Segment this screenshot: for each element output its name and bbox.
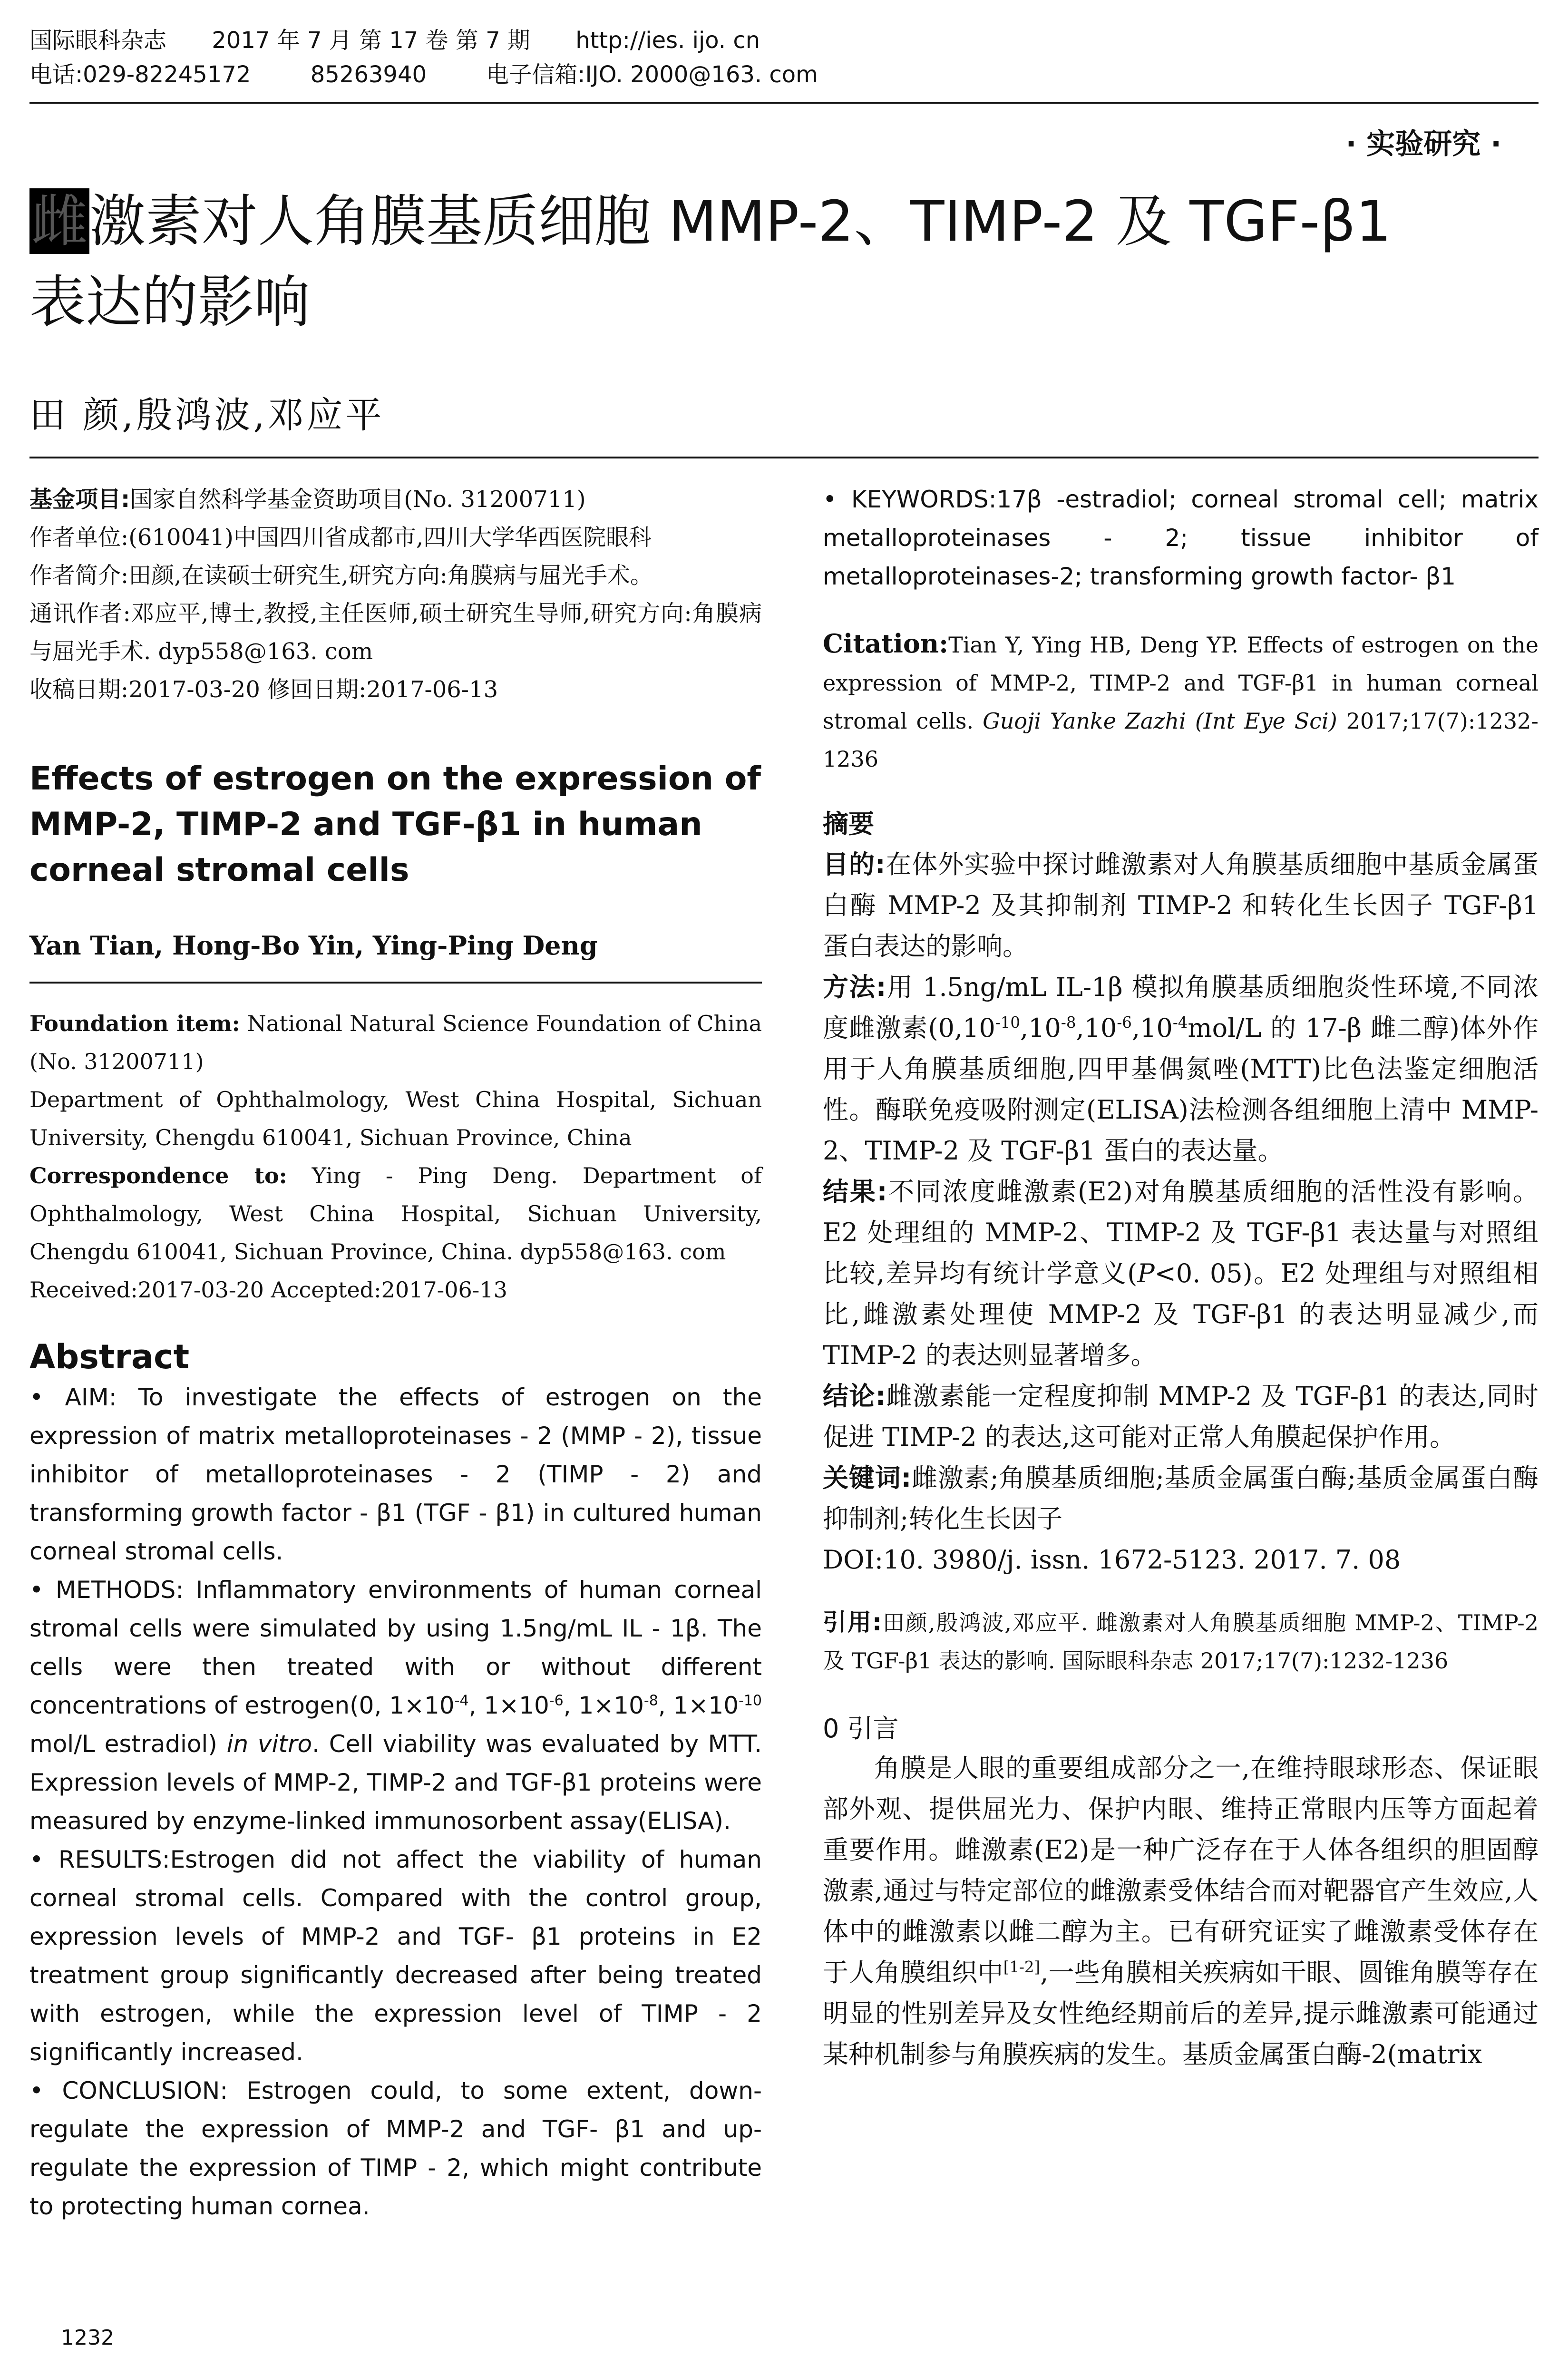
results-cn-label: 结果: [823,1177,887,1207]
conclusion-cn-label: 结论: [823,1381,886,1411]
title-first-char: 雌 [29,188,89,254]
aim-label: • AIM: [29,1383,117,1411]
exp-3: -8 [643,1692,658,1709]
journal-website[interactable]: http://ies. ijo. cn [575,27,760,54]
affil-label: 作者单位: [29,524,129,551]
methods-text-b: , 1×10 [468,1692,549,1719]
phone: 电话:029-82245172 [29,61,251,88]
intro-ref[interactable]: [1-2] [1003,1958,1041,1976]
cn-exp-4: -4 [1172,1013,1188,1032]
results-text: Estrogen did not affect the viability of human corneal stromal cells. Compared with the control group, expression levels of MMP-2 and TGF- β1 proteins in E2 treatment group significantly decreased after being treated with estrogen, while the expression level of TIMP - 2 significantly increased. [29,1846,762,2066]
citation-journal: Guoji Yanke Zazhi (Int Eye Sci) [983,708,1337,734]
results-cn-p: P [1137,1258,1155,1288]
methods-text-d: , 1×10 [658,1692,739,1719]
issue-info: 2017 年 7 月 第 17 卷 第 7 期 [212,27,530,54]
abstract-en [29,1378,762,2226]
title-line-2: 表达的影响 [29,269,311,335]
methods-text-c: , 1×10 [563,1692,644,1719]
header-line-2 [29,59,1537,90]
keywords-en: • KEYWORDS:17β -estradiol; corneal stromal cell; matrix metalloproteinases - 2; tissue inhibitor of metalloproteinases-2; transforming growth factor- β1 [823,486,1539,590]
methods-text-e: mol/L estradiol) [29,1730,227,1758]
correspondence-en: Ying - Ping Deng. Department of Ophthalmology, West China Hospital, Sichuan University, Chengdu 610041, Sichuan Province, China. dyp558@163. com [29,1163,762,1265]
running-header [29,25,1537,90]
header-rule [29,102,1539,104]
methods-cn-a: 用 1.5ng/mL IL-1β 模拟角膜基质细胞炎性环境,不同浓度雌激素(0,10 [823,972,1539,1043]
aim-cn-label: 目的: [823,849,886,879]
dates-cn: 收稿日期:2017-03-20 修回日期:2017-06-13 [29,676,498,703]
corr-cn: 邓应平,博士,教授,主任医师,硕士研究生导师,研究方向:角膜病与屈光手术. dyp558@163. com [29,600,762,665]
citation-tail: 2017;17(7):1232-1236 [823,708,1539,772]
methods-text-a: Inflammatory environments of human corneal stromal cells were simulated by using 1.5ng/mL IL - 1β. The cells were then treated with or without different concentrations of estrogen(0, 1×10 [29,1576,762,1719]
cite-cn-label: 引用: [823,1608,882,1636]
exp-1: -4 [454,1692,469,1709]
title-line-1-text: 激素对人角膜基质细胞 MMP-2、TIMP-2 及 TGF-β1 [89,188,1392,254]
intro-text-b: ,一些角膜相关疾病如干眼、圆锥角膜等存在明显的性别差异及女性绝经期前后的差异,提示雌激素可能通过某种机制参与角膜疾病的发生。基质金属蛋白酶-2(matrix [823,1958,1539,2069]
methods-cn-d: ,10 [1131,1013,1173,1043]
intro-text [823,1748,1539,2075]
exp-2: -6 [549,1692,564,1709]
abstract-cn-heading: 摘要 [823,809,874,839]
en-meta [29,1004,762,1309]
abstract-heading: Abstract [29,1337,190,1376]
aim-text: To investigate the effects of estrogen on the expression of matrix metalloproteinases - 2 (MMP - 2), tissue inhibitor of metalloproteinases - 2 (TIMP - 2) and transforming growth factor - β1 (TGF - β1) in cultured human corneal stromal cells. [29,1383,762,1565]
title-line-1 [29,181,1542,262]
results-cn-a: 不同浓度雌激素(E2)对角膜基质细胞的活性没有影响。E2 处理组的 MMP-2、TIMP-2 及 TGF-β1 表达量与对照组比较,差异均有统计学意义( [823,1177,1539,1288]
en-title: Effects of estrogen on the expression of MMP-2, TIMP-2 and TGF-β1 in human corneal stromal cells [29,760,761,889]
received-en: Received:2017-03-20 Accepted:2017-06-13 [29,1277,507,1303]
methods-cn-label: 方法: [823,972,886,1002]
cn-exp-1: -10 [995,1013,1021,1032]
methods-text-f: . Cell viability was evaluated by MTT. Expression levels of MMP-2, TIMP-2 and TGF-β1 proteins were measured by enzyme-linked immunosorbent assay(ELISA). [29,1730,762,1835]
phone-2: 85263940 [310,61,427,88]
cn-exp-3: -6 [1117,1013,1132,1032]
citation-text: Tian Y, Ying HB, Deng YP. Effects of estrogen on the expression of MMP-2, TIMP-2 and TGF-β1 in human corneal stromal cells. [823,632,1539,734]
citation-en [823,624,1539,778]
in-vitro: in vitro [226,1730,312,1758]
methods-cn-b: ,10 [1020,1013,1061,1043]
keywords-cn: 雌激素;角膜基质细胞;基质金属蛋白酶;基质金属蛋白酶抑制剂;转化生长因子 [823,1463,1539,1534]
aim-cn: 在体外实验中探讨雌激素对人角膜基质细胞中基质金属蛋白酶 MMP-2 及其抑制剂 TIMP-2 和转化生长因子 TGF-β1 蛋白表达的影响。 [823,849,1539,961]
keywords-cn-label: 关键词: [823,1463,912,1493]
section-label: · 实验研究 · [1345,127,1501,161]
cn-meta [29,480,762,709]
en-authors: Yan Tian, Hong-Bo Yin, Ying-Ping Deng [29,930,598,961]
intro-text-a: 角膜是人眼的重要组成部分之一,在维持眼球形态、保证眼部外观、提供屈光力、保护内眼、维持正常眼内压等方面起着重要作用。雌激素(E2)是一种广泛存在于人体各组织的胆固醇激素,通过与特定部位的雌激素受体结合而对靶器官产生效应,人体中的雌激素以雌二醇为主。已有研究证实了雌激素受体存在于人角膜组织中 [823,1753,1539,1987]
en-authors-rule [29,982,762,984]
page-title [29,181,1542,342]
affil-cn: (610041)中国四川省成都市,四川大学华西医院眼科 [128,524,652,551]
foundation-cn: 国家自然科学基金资助项目(No. 31200711) [130,486,586,513]
left-column [29,480,762,2226]
authors-cn: 田 颜,殷鸿波,邓应平 [29,394,385,436]
exp-4: -10 [739,1692,762,1709]
journal-name: 国际眼科杂志 [29,27,167,54]
citation-label: Citation: [823,628,949,659]
foundation-item-label: Foundation item: [29,1011,240,1036]
department-en: Department of Ophthalmology, West China Hospital, Sichuan University, Chengdu 610041, Sichuan Province, China [29,1087,762,1150]
doi[interactable]: DOI:10. 3980/j. issn. 1672-5123. 2017. 7. 08 [823,1545,1401,1575]
bio-cn: 田颜,在读硕士研究生,研究方向:角膜病与屈光手术。 [128,562,653,589]
foundation-label: 基金项目: [29,486,130,513]
cite-cn [823,1603,1539,1680]
title-rule [29,457,1539,458]
foundation-item: National Natural Science Foundation of China (No. 31200711) [29,1011,762,1074]
bio-label: 作者简介: [29,562,129,589]
email[interactable]: 电子信箱:IJO. 2000@163. com [486,61,818,88]
results-cn-b: <0. 05)。E2 处理组与对照组相比,雌激素处理使 MMP-2 及 TGF-β1 的表达明显减少,而 TIMP-2 的表达则显著增多。 [823,1258,1539,1370]
results-label: • RESULTS: [29,1846,170,1873]
corr-label-cn: 通讯作者: [29,600,131,627]
cite-cn-text: 田颜,殷鸿波,邓应平. 雌激素对人角膜基质细胞 MMP-2、TIMP-2 及 TGF-β1 表达的影响. 国际眼科杂志 2017;17(7):1232-1236 [823,1610,1539,1674]
conclusion-cn: 雌激素能一定程度抑制 MMP-2 及 TGF-β1 的表达,同时促进 TIMP-2 的表达,这可能对正常人角膜起保护作用。 [823,1381,1539,1452]
conclusion-text: Estrogen could, to some extent, down-regulate the expression of MMP-2 and TGF- β1 and up-regulate the expression of TIMP - 2, which might contribute to protecting human cornea. [29,2077,762,2220]
conclusion-label: • CONCLUSION: [29,2077,228,2104]
header-line-1 [29,25,1537,56]
intro-heading: 0 引言 [823,1714,899,1744]
cn-exp-2: -8 [1061,1013,1076,1032]
methods-cn-c: ,10 [1076,1013,1117,1043]
methods-label: • METHODS: [29,1576,184,1604]
abstract-cn [823,844,1539,1580]
correspondence-label: Correspondence to: [29,1163,287,1188]
methods-cn-e: mol/L 的 17-β 雌二醇)体外作用于人角膜基质细胞,四甲基偶氮唑(MTT)比色法鉴定细胞活性。酶联免疫吸附测定(ELISA)法检测各组细胞上清中 MMP-2、TIMP-2 及 TGF-β1 蛋白的表达量。 [823,1013,1539,1166]
right-column [823,480,1539,2075]
page-number: 1232 [61,2326,114,2350]
